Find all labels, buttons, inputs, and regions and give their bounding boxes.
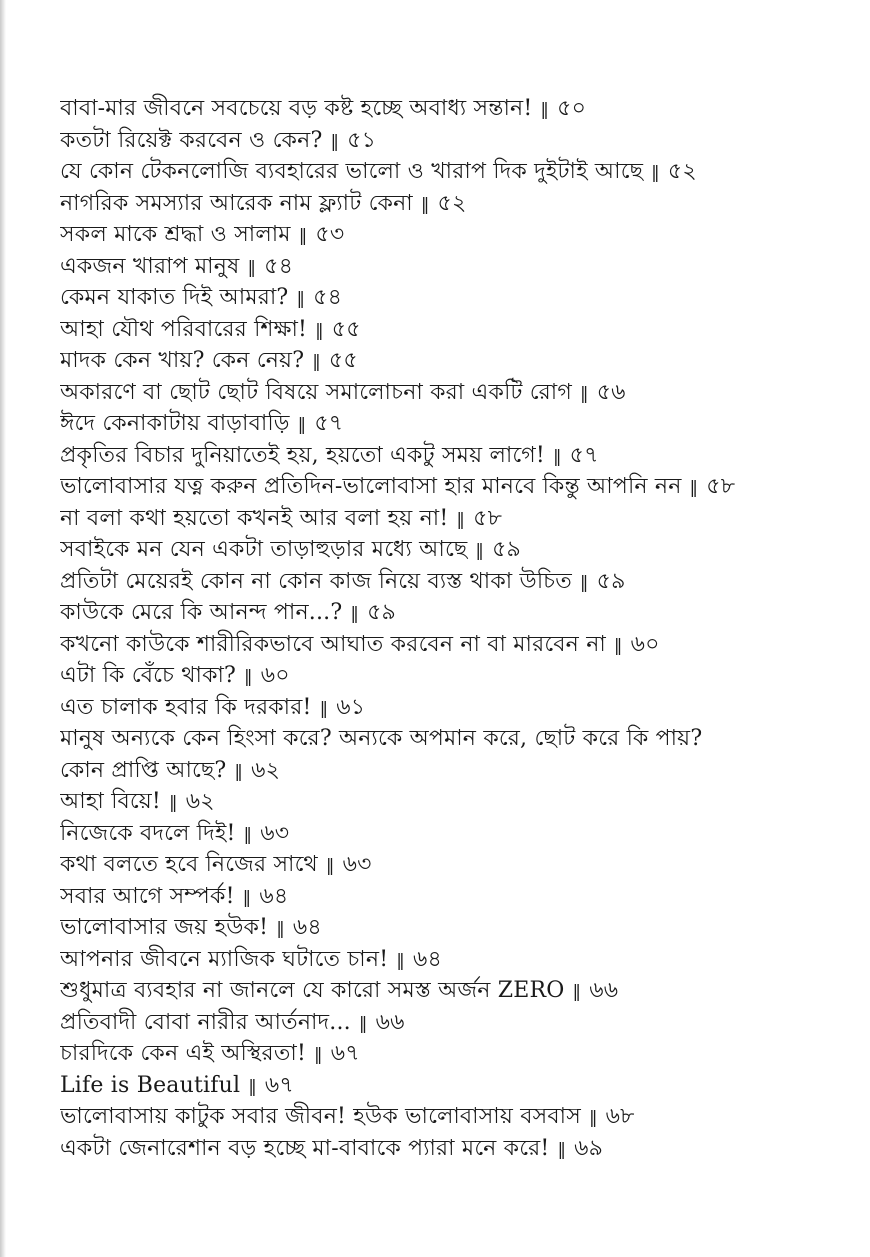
toc-entry-title: একটা জেনারেশান বড় হচ্ছে মা-বাবাকে প্যারা মনে করে! (60, 1135, 550, 1161)
toc-entry-title: না বলা কথা হয়তো কখনই আর বলা হয় না! (60, 505, 449, 531)
separator-mark (573, 977, 582, 1007)
toc-entry-page: ৫৩ (315, 222, 345, 247)
toc-entry-title: ভালোবাসার যত্ন করুন প্রতিদিন-ভালোবাসা হার মানবে কিন্তু আপনি নন (60, 474, 682, 499)
toc-entry (60, 912, 860, 944)
toc-entry (60, 503, 860, 535)
toc-entry (60, 345, 860, 377)
toc-entry-page: ৫২ (667, 159, 697, 184)
toc-entry-title: আপনার জীবনে ম্যাজিক ঘটাতে চান! (60, 946, 389, 972)
toc-entry (60, 1007, 860, 1039)
toc-entry-title: প্রতিটা মেয়েরই কোন না কোন কাজ নিয়ে ব্যস্ত থাকা উচিত (60, 568, 572, 594)
separator-mark (359, 1009, 368, 1039)
toc-entry-title: একজন খারাপ মানুষ (60, 253, 240, 279)
toc-entry-page: ৫২ (437, 190, 467, 216)
toc-entry-page: ৬৪ (259, 883, 289, 909)
toc-entry-page: ৫৭ (569, 442, 599, 468)
toc-entry (60, 786, 860, 818)
toc-entry-title: যে কোন টেকনলোজি ব্যবহারের ভালো ও খারাপ দিক দুইটাই আছে (60, 159, 644, 184)
toc-entry-page: ৬৯ (574, 1135, 604, 1161)
toc-entry-page: ৫৯ (492, 537, 522, 562)
toc-entry (60, 440, 860, 472)
toc-entry-page: ৬৩ (260, 820, 290, 846)
toc-entry-title: কতটা রিয়েক্ট করবেন ও কেন? (60, 127, 323, 153)
toc-entry-page: ৬২ (185, 789, 215, 814)
toc-entry-title: কেমন যাকাত দিই আমরা? (60, 285, 289, 310)
toc-entry-page: ৫১ (347, 127, 377, 153)
toc-entry-title: কখনো কাউকে শারীরিকভাবে আঘাত করবেন না বা মারবেন না (60, 631, 606, 657)
toc-entry-page: ৫৯ (367, 600, 397, 625)
separator-mark (350, 599, 359, 629)
separator-mark (243, 883, 252, 913)
separator-mark (421, 190, 430, 220)
toc-entry (60, 282, 860, 314)
toc-entry-title: Life is Beautiful (60, 1072, 241, 1098)
toc-entry (60, 125, 860, 157)
toc-entry-title: মানুষ অন্যকে কেন হিংসা করে? অন্যকে অপমান করে, ছোট করে কি পায়? (60, 726, 703, 751)
toc-entry-title: এটা কি বেঁচে থাকা? (60, 663, 237, 688)
separator-mark (330, 127, 339, 157)
separator-mark (580, 379, 589, 409)
separator-mark (690, 473, 699, 503)
separator-mark (299, 221, 308, 251)
separator-mark (314, 1040, 323, 1070)
toc-entry-title: প্রকৃতির বিচার দুনিয়াতেই হয়, হয়তো একটু সময় লাগে! (60, 442, 545, 468)
toc-entry-page: ৫৬ (596, 379, 626, 405)
separator-mark (169, 788, 178, 818)
toc-entry-title: আহা বিয়ে! (60, 789, 161, 814)
separator-mark (320, 694, 329, 724)
toc-entry (60, 1070, 860, 1102)
toc-entry (60, 408, 860, 440)
toc-entry-title: কাউকে মেরে কি আনন্দ পান...? (60, 600, 343, 625)
toc-entry (60, 723, 860, 755)
toc-entry-page: ৬০ (630, 631, 660, 657)
toc-entry-title: সকল মাকে শ্রদ্ধা ও সালাম (60, 222, 291, 247)
toc-entry-page: ৫০ (557, 96, 587, 121)
separator-mark (248, 1072, 257, 1102)
toc-entry (60, 660, 860, 692)
toc-entry-title: শুধুমাত্র ব্যবহার না জানলে যে কারো সমস্ত অর্জন ZERO (60, 978, 565, 1003)
toc-entry-title: সবাইকে মন যেন একটা তাড়াহুড়ার মধ্যে আছে (60, 537, 468, 562)
toc-entry-page: ৫৯ (596, 568, 626, 594)
toc-entry-title: বাবা-মার জীবনে সবচেয়ে বড় কষ্ট হচ্ছে অবাধ্য সন্তান! (60, 96, 533, 121)
toc-entry-page: ৬২ (251, 757, 281, 783)
toc-entry (60, 818, 860, 850)
page-edge-shadow (0, 0, 6, 1257)
toc-entry-title: নাগরিক সমস্যার আরেক নাম ফ্ল্যাট কেনা (60, 190, 413, 216)
toc-entry (60, 597, 860, 629)
toc-entry-page: ৫৫ (331, 316, 361, 342)
separator-mark (276, 914, 285, 944)
toc-entry (60, 566, 860, 598)
toc-entry-title: সবার আগে সম্পর্ক! (60, 883, 235, 909)
toc-entry (60, 471, 860, 503)
toc-entry (60, 156, 860, 188)
toc-entry-page: ৬৭ (264, 1072, 294, 1098)
toc-entry-page: ৬৭ (330, 1041, 360, 1066)
toc-entry-page: ৫৫ (328, 348, 358, 373)
toc-entry-title: এত চালাক হবার কি দরকার! (60, 694, 312, 720)
toc-entry-title: কথা বলতে হবে নিজের সাথে (60, 852, 318, 877)
toc-entry-title: ভালোবাসার জয় হউক! (60, 915, 269, 940)
separator-mark (614, 631, 623, 661)
separator-mark (456, 505, 465, 535)
toc-entry-title: কোন প্রাপ্তি আছে? (60, 757, 227, 783)
toc-entry (60, 629, 860, 661)
separator-mark (247, 253, 256, 283)
separator-mark (315, 316, 324, 346)
toc-entry-page: ৬৬ (589, 978, 619, 1003)
toc-entry (60, 1101, 860, 1133)
toc-entry (60, 377, 860, 409)
separator-mark (234, 757, 243, 787)
toc-entry-page: ৬৩ (342, 852, 372, 877)
toc-entry (60, 93, 860, 125)
toc-entry (60, 944, 860, 976)
separator-mark (651, 158, 660, 188)
separator-mark (312, 347, 321, 377)
separator-mark (589, 1103, 598, 1133)
separator-mark (244, 662, 253, 692)
separator-mark (296, 284, 305, 314)
toc-entry-page: ৫৪ (264, 253, 294, 279)
toc-entry (60, 975, 860, 1007)
toc-entry (60, 1038, 860, 1070)
separator-mark (557, 1135, 566, 1165)
toc-entry-title: অকারণে বা ছোট ছোট বিষয়ে সমালোচনা করা একটি রোগ (60, 379, 572, 405)
toc-entry-page: ৬৪ (412, 946, 442, 972)
toc-entry-page: ৫৭ (314, 411, 344, 436)
toc-entry-page: ৬০ (260, 663, 290, 688)
toc-entry-page: ৬১ (336, 694, 366, 720)
toc-entry-title: মাদক কেন খায়? কেন নেয়? (60, 348, 305, 373)
toc-entry (60, 881, 860, 913)
toc-entry-title: ঈদে কেনাকাটায় বাড়াবাড়ি (60, 411, 290, 436)
toc-entry-title: নিজেকে বদলে দিই! (60, 820, 236, 846)
toc-entry-title: ভালোবাসায় কাটুক সবার জীবন! হউক ভালোবাসায় বসবাস (60, 1104, 581, 1129)
toc-entry-title: প্রতিবাদী বোবা নারীর আর্তনাদ... (60, 1009, 351, 1035)
toc-entry (60, 534, 860, 566)
toc-entry (60, 251, 860, 283)
toc-entry (60, 755, 860, 787)
toc-entry (60, 692, 860, 724)
toc-entry-page: ৬৪ (292, 915, 322, 940)
separator-mark (298, 410, 307, 440)
table-of-contents (60, 93, 860, 1164)
separator-mark (244, 820, 253, 850)
separator-mark (580, 568, 589, 598)
toc-entry-title: চারদিকে কেন এই অস্থিরতা! (60, 1041, 306, 1066)
toc-entry (60, 1133, 860, 1165)
toc-entry-title: আহা যৌথ পরিবারের শিক্ষা! (60, 316, 308, 342)
toc-entry-page: ৫৮ (473, 505, 503, 531)
toc-entry-page: ৫৮ (706, 474, 736, 499)
toc-entry-page: ৬৬ (375, 1009, 405, 1035)
separator-mark (553, 442, 562, 472)
separator-mark (326, 851, 335, 881)
toc-entry-page: ৬৮ (605, 1104, 635, 1129)
toc-entry (60, 219, 860, 251)
toc-entry-page: ৫৪ (313, 285, 343, 310)
separator-mark (540, 95, 549, 125)
separator-mark (396, 946, 405, 976)
toc-entry (60, 188, 860, 220)
separator-mark (475, 536, 484, 566)
toc-entry (60, 849, 860, 881)
toc-entry (60, 314, 860, 346)
